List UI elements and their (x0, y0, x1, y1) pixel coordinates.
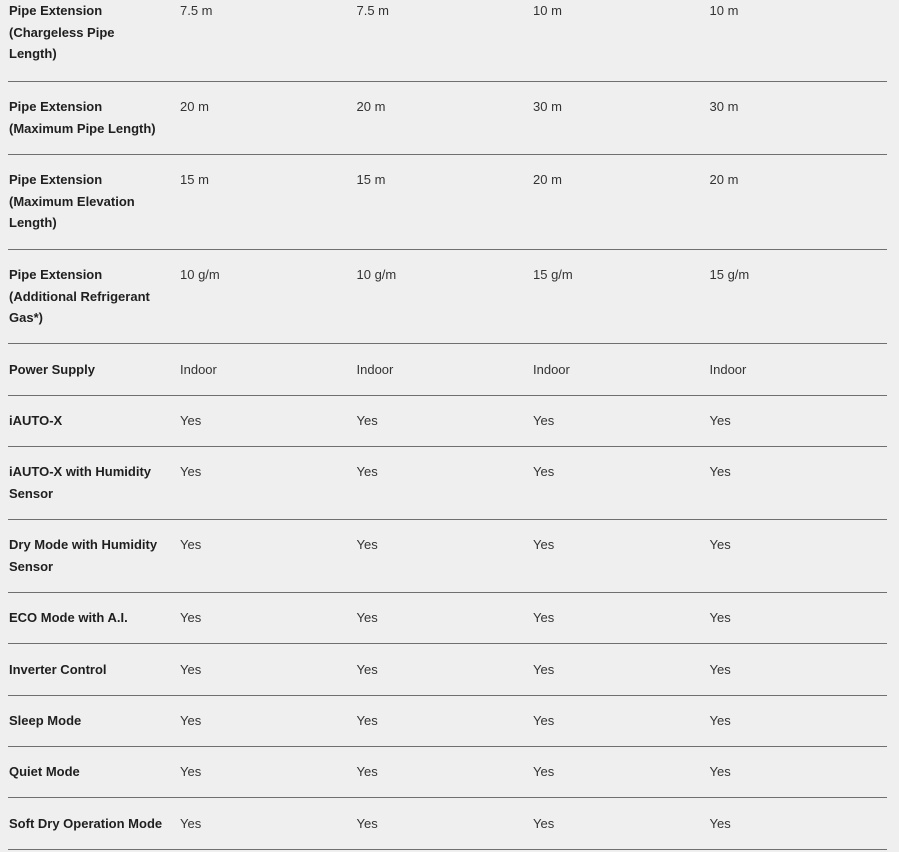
table-cell: 7.5 m (180, 3, 213, 18)
table-cell: Yes (709, 413, 731, 428)
table-cell: Yes (533, 816, 555, 831)
table-cell: Yes (180, 816, 202, 831)
spec-table (8, 0, 887, 850)
table-cell: Yes (180, 662, 202, 677)
row-label: iAUTO-X with Humidity Sensor (9, 464, 152, 501)
table-cell: Yes (709, 537, 731, 552)
table-cell: Yes (533, 764, 555, 779)
table-cell: Yes (533, 537, 555, 552)
row-label: Inverter Control (9, 662, 107, 677)
table-row (8, 155, 887, 250)
table-cell: 30 m (709, 99, 739, 114)
table-cell: Yes (356, 537, 378, 552)
table-cell: 10 g/m (180, 267, 220, 282)
table-cell: Yes (180, 764, 202, 779)
row-label: Dry Mode with Humidity Sensor (9, 537, 158, 574)
row-label: iAUTO-X (9, 413, 63, 428)
table-cell: Yes (356, 610, 378, 625)
table-cell: 7.5 m (356, 3, 390, 18)
table-row (8, 344, 887, 396)
table-row (8, 644, 887, 696)
table-cell: Yes (533, 610, 555, 625)
table-cell: 10 m (533, 3, 562, 18)
table-cell: Yes (533, 662, 555, 677)
table-cell: 20 m (533, 172, 562, 187)
table-cell: Yes (180, 610, 202, 625)
row-label: Power Supply (9, 362, 95, 377)
table-cell: 15 g/m (533, 267, 573, 282)
table-cell: Yes (356, 816, 378, 831)
row-label: Pipe Extension (Additional Refrigerant Gas*) (9, 267, 150, 326)
table-cell: Yes (356, 713, 378, 728)
table-cell: Yes (533, 713, 555, 728)
table-cell: Yes (356, 764, 378, 779)
table-row (8, 593, 887, 644)
table-cell: Yes (180, 464, 202, 479)
table-cell: 10 g/m (356, 267, 397, 282)
table-cell: Yes (709, 464, 731, 479)
table-cell: 20 m (180, 99, 209, 114)
table-cell: 15 g/m (709, 267, 750, 282)
table-cell: Yes (533, 413, 555, 428)
table-cell: Yes (709, 816, 731, 831)
table-cell: Yes (180, 713, 202, 728)
table-row (8, 747, 887, 798)
table-cell: Yes (709, 662, 731, 677)
table-cell: Yes (709, 610, 731, 625)
table-cell: 10 m (709, 3, 739, 18)
table-row (8, 447, 887, 520)
table-row (8, 0, 887, 82)
table-cell: 20 m (356, 99, 386, 114)
table-cell: Yes (180, 413, 202, 428)
table-cell: Yes (709, 764, 731, 779)
table-cell: Yes (356, 464, 378, 479)
table-cell: Yes (533, 464, 555, 479)
row-label: Pipe Extension (Maximum Elevation Length) (9, 172, 135, 231)
table-cell: 30 m (533, 99, 562, 114)
table-row (8, 798, 887, 850)
table-row (8, 250, 887, 344)
table-cell: 15 m (180, 172, 209, 187)
table-row (8, 696, 887, 747)
row-label: Sleep Mode (9, 713, 82, 728)
table-cell: Yes (356, 413, 378, 428)
table-cell: Indoor (180, 362, 217, 377)
table-cell: Indoor (533, 362, 570, 377)
table-row (8, 396, 887, 447)
row-label: Pipe Extension (Chargeless Pipe Length) (9, 3, 115, 62)
table-cell: Indoor (709, 362, 747, 377)
table-cell: 20 m (709, 172, 739, 187)
row-label: ECO Mode with A.I. (9, 610, 128, 625)
table-cell: Yes (356, 662, 378, 677)
table-cell: Yes (180, 537, 202, 552)
table-cell: 15 m (356, 172, 386, 187)
table-row (8, 82, 887, 155)
row-label: Quiet Mode (9, 764, 80, 779)
table-cell: Indoor (356, 362, 394, 377)
row-label: Pipe Extension (Maximum Pipe Length) (9, 99, 156, 136)
table-row (8, 520, 887, 593)
table-cell: Yes (709, 713, 731, 728)
row-label: Soft Dry Operation Mode (9, 816, 163, 831)
